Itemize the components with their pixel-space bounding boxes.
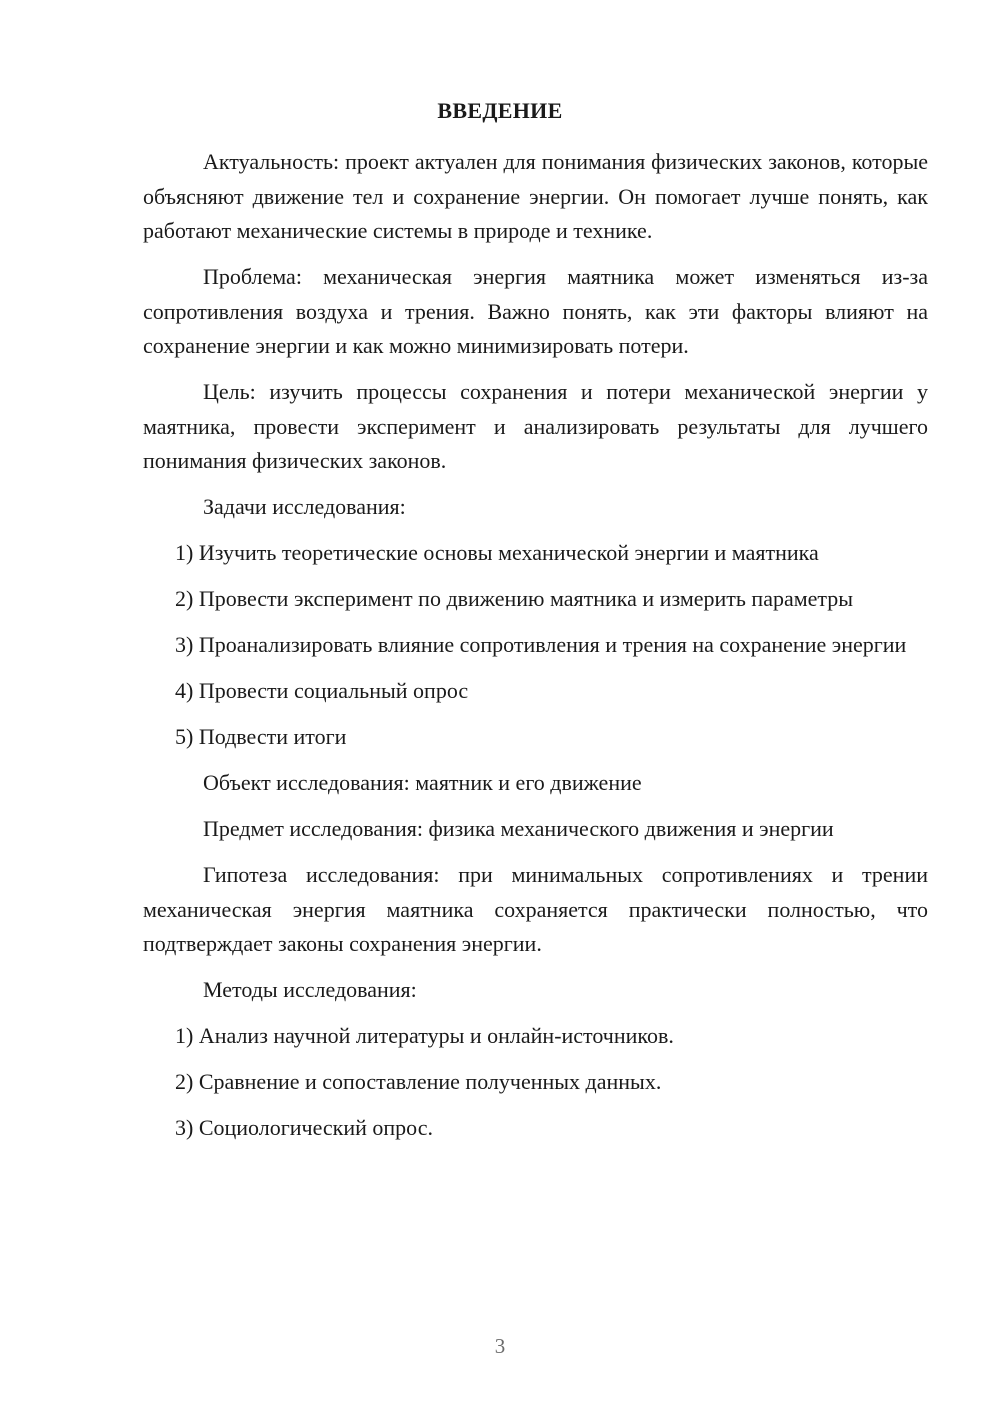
task-item: 3) Проанализировать влияние сопротивления и трения на сохранение энергии xyxy=(175,632,907,657)
tasks-heading: Задачи исследования: xyxy=(203,494,406,519)
problem-paragraph: Проблема: механическая энергия маятника может изменяться из-за сопротивления воздуха и трения. Важно понять, как эти факторы влияют на сохранение энергии и как можно минимизировать потери. xyxy=(143,264,928,358)
method-item: 3) Социологический опрос. xyxy=(175,1115,433,1140)
goal-paragraph: Цель: изучить процессы сохранения и потери механической энергии у маятника, провести эксперимент и анализировать результаты для лучшего понимания физических законов. xyxy=(143,379,928,473)
methods-heading: Методы исследования: xyxy=(203,977,417,1002)
hypothesis-paragraph: Гипотеза исследования: при минимальных сопротивлениях и трении механическая энергия маятника сохраняется практически полностью, что подтверждает законы сохранения энергии. xyxy=(143,862,928,956)
method-item: 1) Анализ научной литературы и онлайн-источников. xyxy=(175,1023,674,1048)
object-paragraph: Объект исследования: маятник и его движение xyxy=(203,770,642,795)
page-number: 3 xyxy=(494,1334,506,1358)
method-item: 2) Сравнение и сопоставление полученных данных. xyxy=(175,1069,662,1094)
task-item: 1) Изучить теоретические основы механической энергии и маятника xyxy=(175,540,819,565)
document-body xyxy=(143,145,928,1157)
task-item: 2) Провести эксперимент по движению маятника и измерить параметры xyxy=(175,586,854,611)
subject-paragraph: Предмет исследования: физика механического движения и энергии xyxy=(203,816,834,841)
page-title: ВВЕДЕНИЕ xyxy=(437,98,563,123)
task-item: 5) Подвести итоги xyxy=(175,724,347,749)
task-item: 4) Провести социальный опрос xyxy=(175,678,469,703)
relevance-paragraph: Актуальность: проект актуален для понимания физических законов, которые объясняют движение тел и сохранение энергии. Он помогает лучше понять, как работают механические системы в природе и технике. xyxy=(143,149,928,243)
